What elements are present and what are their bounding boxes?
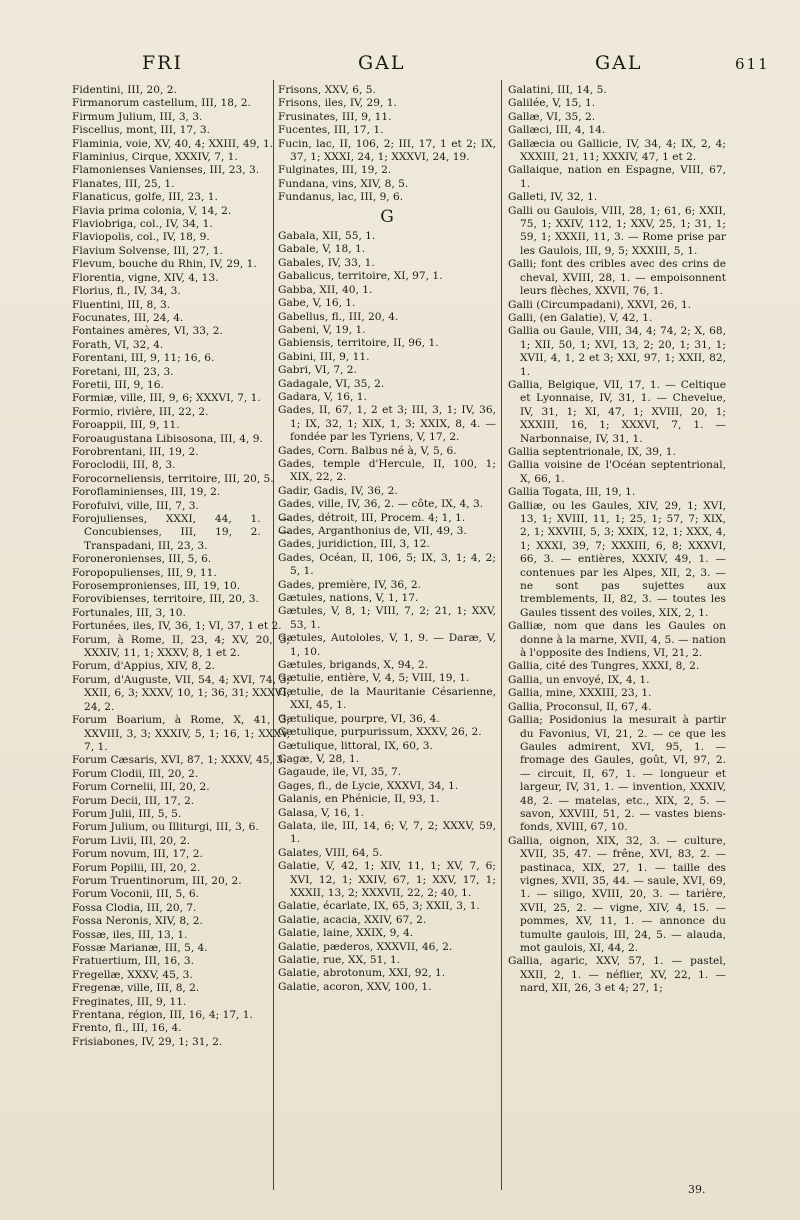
index-entry: Gætulique, littoral, IX, 60, 3. [278,739,433,752]
index-column-1 [72,84,290,1194]
index-entry: Forum, d'Appius, XIV, 8, 2. [72,660,215,673]
index-entry: Forum Cæsaris, XVI, 87, 1; XXXV, 45, 3. [72,754,287,767]
index-entry: Galatie, rue, XX, 51, 1. [278,954,401,966]
index-entry: Gades, Arganthonius de, VII, 49, 3. [278,525,467,537]
index-entry: Foretani, III, 23, 3. [72,365,174,378]
index-entry: Fulginates, III, 19, 2. [278,164,392,177]
index-entry: Forum Julii, III, 5, 5. [72,807,182,820]
index-entry: Fratuertium, III, 16, 3. [72,955,195,968]
index-entry: Galasa, V, 16, 1. [278,806,364,819]
index-entry: Forobrentani, III, 19, 2. [72,445,199,458]
index-entry: Flaminius, Cirque, XXXIV, 7, 1. [72,151,238,164]
index-entry: Galanis, en Phénicie, II, 93, 1. [278,793,440,806]
signature-mark: 39. [688,1183,706,1196]
index-entry: Gabale, V, 18, 1. [278,243,366,256]
index-entry: Fortunales, III, 3, 10. [72,606,186,619]
column-2-bottom-entries [278,230,496,994]
index-entry: Flevum, bouche du Rhin, IV, 29, 1. [72,258,257,271]
index-entry: Foroneronienses, III, 5, 6. [72,553,212,566]
index-entry: Gallia Togata, III, 19, 1. [508,486,636,499]
index-entry: Fregenæ, ville, III, 8, 2. [72,982,200,995]
index-entry: Gagæ, V, 28, 1. [278,752,360,765]
index-entry: Foretii, III, 9, 16. [72,378,164,391]
index-entry: Gallia, un envoyé, IX, 4, 1. [508,673,650,686]
index-entry: Forofulvi, ville, III, 7, 3. [72,499,199,512]
index-entry: Forum Clodii, III, 20, 2. [72,767,199,780]
index-entry: Flaviopolis, col., IV, 18, 9. [72,231,210,244]
index-entry: Forum Boarium, à Rome, X, 41, 3; XXVIII, 3, 3; XXXIV, 5, 1; 16, 1; XXXV, 7, 1. [72,714,290,753]
index-entry: Gallia, cité des Tungres, XXXI, 8, 2. [508,660,700,673]
index-entry: Forocorneliensis, territoire, III, 20, 5. [72,472,274,485]
index-entry: Gades, Corn. Balbus né à, V, 5, 6. [278,444,457,457]
index-entry: Flamonienses Vanienses, III, 23, 3. [72,164,260,177]
index-entry: Florentia, vigne, XIV, 4, 13. [72,271,219,284]
index-entry: Flavium Solvense, III, 27, 1. [72,244,223,257]
index-entry: Fregellæ, XXXV, 45, 3. [72,968,193,981]
index-entry: Gadir, Gadis, IV, 36, 2. [278,484,398,497]
index-entry: Galatie, pæderos, XXXVII, 46, 2. [278,940,453,953]
index-entry: Gallia voisine de l'Océan septentrional, X, 66, 1. [508,459,726,485]
index-entry: Foroclodii, III, 8, 3. [72,459,176,472]
index-entry: Freginates, III, 9, 11. [72,995,187,1008]
index-entry: Fundana, vins, XIV, 8, 5. [278,177,409,190]
index-entry: Gætules, V, 8, 1; VIII, 7, 2; 21, 1; XXV, 53, 1. [278,605,496,631]
index-entry: Fucentes, III, 17, 1. [278,124,384,137]
index-entry: Forum Popilii, III, 20, 2. [72,861,201,874]
index-entry: Fossæ Marianæ, III, 5, 4. [72,942,208,954]
index-entry: Galatie, acacia, XXIV, 67, 2. [278,913,427,926]
index-entry: Gades, II, 67, 1, 2 et 3; III, 3, 1; IV, 36, 1; IX, 32, 1; XIX, 1, 3; XXIX, 8, 4. — fondée par les Tyriens, V, 17, 2. [278,404,496,444]
index-entry: Gætulique, purpurissum, XXXV, 26, 2. [278,726,482,739]
index-entry: Fucin, lac, II, 106, 2; III, 17, 1 et 2; IX, 37, 1; XXXI, 24, 1; XXXVI, 24, 19. [278,137,496,164]
index-entry: Galata, ile, III, 14, 6; V, 7, 2; XXXV, 59, 1. [278,819,496,846]
index-entry: Gallæ, VI, 35, 2. [508,110,596,123]
index-entry: Flaminia, voie, XV, 40, 4; XXIII, 49, 1. [72,137,274,150]
index-entry: Foroappii, III, 9, 11. [72,419,180,432]
index-entry: Galli, (en Galatie), V, 42, 1. [508,311,653,324]
index-entry: Galatie, V, 42, 1; XIV, 11, 1; XV, 7, 6; XVI, 12, 1; XXIV, 67, 1; XXV, 17, 1; XXXII, 13, 2; XXXVII, 22, 2; 40, 1. [278,860,496,899]
index-entry: Gadara, V, 16, 1. [278,390,367,403]
index-entry: Gallia, oignon, XIX, 32, 3. — culture, XVII, 35, 47. — frêne, XVI, 83, 2. — pastinaca, XIX, 27, 1. — taille des vignes, XVII, 35, 44. — saule, XVI, 69, 1. — siligo, XVIII, 20, 3. — tarière, XVII, 25, 2. — vigne, XIV, 4, 15. — pommes, XV, 11, 1. — annonce du tumulte gaulois, III, 24, 5. — alauda, mot gaulois, XI, 44, 2. [508,834,726,954]
index-entry: Galliæ, nom que dans les Gaules on donne à la marne, XVII, 4, 5. — nation à l'opposite des Indiens, VI, 21, 2. [508,620,726,660]
index-entry: Frento, fl., III, 16, 4. [72,1022,182,1035]
index-entry: Forojulienses, XXXI, 44, 1. — Concubienses, III, 19, 2. — Transpadani, III, 23, 3. [72,513,290,552]
index-entry: Galatie, écarlate, IX, 65, 3; XXII, 3, 1. [278,900,480,913]
index-entry: Frisiabones, IV, 29, 1; 31, 2. [72,1035,223,1048]
index-entry: Gades, temple d'Hercule, II, 100, 1; XIX, 22, 2. [278,457,496,484]
column-divider-right [501,80,502,1190]
index-entry: Forum novum, III, 17, 2. [72,848,203,861]
index-entry: Forum, à Rome, II, 23, 4; XV, 20, 3; XXXIV, 11, 1; XXXV, 8, 1 et 2. [72,633,290,660]
index-entry: Forum Voconii, III, 5, 6. [72,888,200,901]
index-entry: Fidentini, III, 20, 2. [72,84,177,96]
index-entry: Gallia, Belgique, VII, 17, 1. — Celtique et Lyonnaise, IV, 31, 1. — Chevelue, IV, 31, 1; XI, 47, 1; XVIII, 20, 1; XXXIII, 16, 1; XXXVI, 7, 1. — Narbonnaise, IV, 31, 1. [508,378,726,445]
index-entry: Gætulie, entière, V, 4, 5; VIII, 19, 1. [278,672,470,685]
index-entry: Frisons, iles, IV, 29, 1. [278,97,397,110]
index-entry: Forovibienses, territoire, III, 20, 3. [72,593,259,606]
header-right: GAL [595,52,643,74]
index-entry: Galatie, laine, XXIX, 9, 4. [278,927,414,940]
index-entry: Fossæ, iles, III, 13, 1. [72,928,188,941]
index-entry: Frisons, XXV, 6, 5. [278,84,376,96]
index-entry: Gætulique, pourpre, VI, 36, 4. [278,712,440,725]
index-entry: Gallia ou Gaule, VIII, 34, 4; 74, 2; X, 68, 1; XII, 50, 1; XVI, 13, 2; 20, 1; 31, 1; XVII, 4, 1, 2 et 3; XXI, 97, 1; XXII, 82, 1. [508,325,726,378]
index-entry: Gætules, nations, V, 1, 17. [278,592,419,605]
index-entry: Forum Livii, III, 20, 2. [72,834,190,847]
index-entry: Flanates, III, 25, 1. [72,177,175,190]
index-entry: Galleti, IV, 32, 1. [508,191,598,204]
index-entry: Gallæci, III, 4, 14. [508,124,606,137]
index-entry: Gallia; Posidonius la mesurait à partir du Favonius, VI, 21, 2. — ce que les Gaules admirent, XVI, 95, 1. — fromage des Gaules, goût, VI, 97, 2. — circuit, II, 67, 1. — longueur et largeur, IV, 31, 1. — invention, XXXIV, 48, 2. — matelas, etc., XIX, 2, 5. — savon, XXVIII, 51, 2. — vastes biens-fonds, XVIII, 67, 10. [508,714,726,834]
index-entry: Foroflaminienses, III, 19, 2. [72,486,221,499]
index-entry: Gallaique, nation en Espagne, VIII, 67, 1. [508,164,726,190]
index-entry: Galatie, acoron, XXV, 100, 1. [278,980,432,993]
index-entry: Forum Cornelii, III, 20, 2. [72,781,210,794]
index-entry: Gades, ville, IV, 36, 2. — côte, IX, 4, 3. [278,498,484,511]
index-entry: Forum, d'Auguste, VII, 54, 4; XVI, 74, 3; XXII, 6, 3; XXXV, 10, 1; 36, 31; XXXVI, 24, 2. [72,673,290,713]
index-entry: Gabeni, V, 19, 1. [278,323,366,336]
header-center: GAL [358,52,406,74]
index-entry: Gabri, VI, 7, 2. [278,364,357,377]
index-entry: Gages, fl., de Lycie, XXXVI, 34, 1. [278,779,459,792]
index-entry: Gabellus, fl., III, 20, 4. [278,310,399,323]
section-letter-heading: G [380,206,394,227]
index-entry: Forum Julium, ou Illiturgi, III, 3, 6. [72,821,259,834]
index-entry: Gætules, brigands, X, 94, 2. [278,659,429,672]
index-entry: Galli; font des cribles avec des crins de cheval, XVIII, 28, 1. — empoisonnent leurs flèches, XXVII, 76, 1. [508,258,726,298]
index-entry: Gabala, XII, 55, 1. [278,230,376,243]
index-entry: Firmum Julium, III, 3, 3. [72,110,203,123]
index-entry: Gabini, III, 9, 11. [278,350,370,363]
index-entry: Gallia, agaric, XXV, 57, 1. — pastel, XXII, 2, 1. — néflier, XV, 22, 1. — nard, XII, 26, 3 et 4; 27, 1; [508,955,726,995]
index-entry: Gallia, mine, XXXIII, 23, 1. [508,687,652,700]
index-entry: Gades, détroit, III, Procem. 4; 1, 1. [278,511,466,524]
index-column-2 [278,84,496,1194]
index-entry: Gabiensis, territoire, II, 96, 1. [278,337,439,350]
index-entry: Gallia septentrionale, IX, 39, 1. [508,445,676,458]
index-entry: Gades, juridiction, III, 3, 12. [278,538,430,551]
index-entry: Foropopulienses, III, 9, 11. [72,566,217,579]
index-entry: Gallia, Proconsul, II, 67, 4. [508,700,652,713]
page-number: 611 [735,55,770,73]
index-entry: Fiscellus, mont, III, 17, 3. [72,124,210,137]
index-entry: Gades, première, IV, 36, 2. [278,578,421,591]
index-entry: Galliæ, ou les Gaules, XIV, 29, 1; XVI, 13, 1; XVIII, 11, 1; 25, 1; 57, 7; XIX, 2, 1; XXVIII, 5, 3; XXIX, 12, 1; XXX, 4, 1; XXXI, 39, 7; XXXIII, 6, 8; XXXVI, 66, 3. — entières, XXXIV, 49, 1. — contenues par les Alpes, XII, 2, 3. — ne sont pas sujettes aux tremblements, II, 82, 3. — toutes les Gaules tissent des voiles, XIX, 2, 1. [508,499,726,619]
index-entry: Galli (Circumpadani), XXVI, 26, 1. [508,298,692,311]
index-entry: Flavia prima colonia, V, 14, 2. [72,204,232,217]
index-entry: Galli ou Gaulois, VIII, 28, 1; 61, 6; XXII, 75, 1; XXIV, 112, 1; XXV, 25, 1; 31, 1; 59, 1; XXXII, 11, 3. — Rome prise par les Gaulois, III, 9, 5; XXXIII, 5, 1. [508,204,726,257]
index-entry: Foroaugustana Libisosona, III, 4, 9. [72,432,263,445]
index-entry: Gagaude, ile, VI, 35, 7. [278,766,402,779]
index-entry: Fundanus, lac, III, 9, 6. [278,191,404,204]
index-entry: Fortunées, iles, IV, 36, 1; VI, 37, 1 et 2. [72,620,282,633]
index-entry: Galates, VIII, 64, 5. [278,846,383,859]
index-entry: Formio, rivière, III, 22, 2. [72,405,209,418]
index-entry: Firmanorum castellum, III, 18, 2. [72,97,251,110]
index-entry: Gallæcia ou Gallicie, IV, 34, 4; IX, 2, 4; XXXIII, 21, 11; XXXIV, 47, 1 et 2. [508,137,726,164]
index-entry: Gadagale, VI, 35, 2. [278,377,385,390]
index-entry: Gabe, V, 16, 1. [278,297,356,310]
index-entry: Formiæ, ville, III, 9, 6; XXXVI, 7, 1. [72,392,261,405]
index-entry: Focunates, III, 24, 4. [72,311,184,324]
index-entry: Gades, Océan, II, 106, 5; IX, 3, 1; 4, 2; 5, 1. [278,551,496,578]
index-entry: Forentani, III, 9, 11; 16, 6. [72,352,215,365]
index-entry: Forum Decii, III, 17, 2. [72,794,195,807]
index-entry: Frentana, région, III, 16, 4; 17, 1. [72,1009,253,1022]
index-column-3 [508,84,726,1194]
index-entry: Gabalicus, territoire, XI, 97, 1. [278,270,443,283]
header-left: FRI [142,52,183,74]
index-entry: Fossa Clodia, III, 20, 7. [72,901,197,914]
index-entry: Forosempronienses, III, 19, 10. [72,580,241,593]
index-entry: Gabba, XII, 40, 1. [278,283,373,296]
index-entry: Galatie, abrotonum, XXI, 92, 1. [278,967,446,980]
index-entry: Galilée, V, 15, 1. [508,97,596,110]
running-header [0,52,800,80]
index-entry: Gætules, Autololes, V, 1, 9. — Daræ, V, 1, 10. [278,632,496,658]
column-2-top-entries [278,84,496,205]
index-entry: Fontaines amères, VI, 33, 2. [72,325,223,338]
index-entry: Flanaticus, golfe, III, 23, 1. [72,191,218,204]
index-entry: Florius, fl., IV, 34, 3. [72,285,181,298]
index-entry: Gabales, IV, 33, 1. [278,256,375,269]
index-entry: Galatini, III, 14, 5. [508,84,607,96]
index-entry: Frusinates, III, 9, 11. [278,110,392,123]
index-entry: Forath, VI, 32, 4. [72,338,164,351]
index-entry: Fluentini, III, 8, 3. [72,298,171,311]
index-entry: Flaviobriga, col., IV, 34, 1. [72,218,213,231]
index-entry: Fossa Neronis, XIV, 8, 2. [72,915,203,928]
index-entry: Forum Truentinorum, III, 20, 2. [72,874,242,887]
index-entry: Gætulie, de la Mauritanie Césarienne, XXI, 45, 1. [278,685,496,712]
